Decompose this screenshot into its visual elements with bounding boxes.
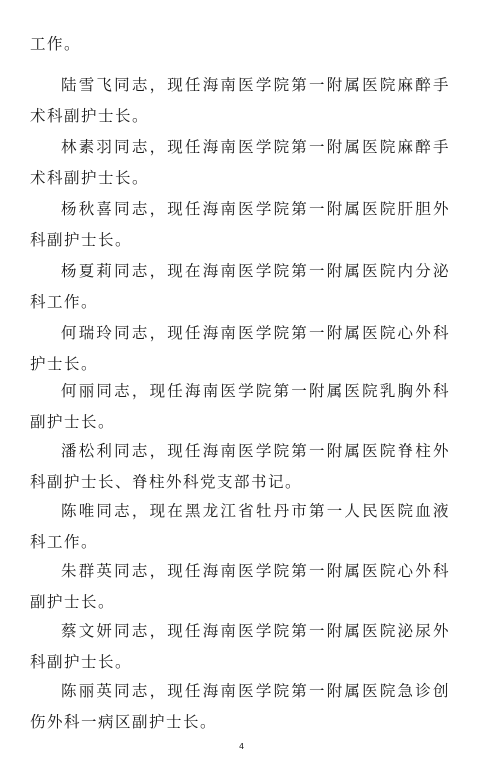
paragraph-8: 陈唯同志，现在黑龙江省牡丹市第一人民医院血液科工作。 [30,502,450,551]
paragraph-3: 杨秋喜同志，现任海南医学院第一附属医院肝胆外科副护士长。 [30,200,450,249]
paragraph-1: 陆雪飞同志，现任海南医学院第一附属医院麻醉手术科副护士长。 [30,76,450,125]
paragraph-7: 潘松利同志，现任海南医学院第一附属医院脊柱外科副护士长、脊柱外科党支部书记。 [30,442,450,491]
paragraph-9: 朱群英同志，现任海南医学院第一附属医院心外科副护士长。 [30,562,450,611]
paragraph-4: 杨夏莉同志，现在海南医学院第一附属医院内分泌科工作。 [30,262,450,311]
paragraph-11: 陈丽英同志，现任海南医学院第一附属医院急诊创伤外科一病区副护士长。 [30,682,450,731]
paragraph-5: 何瑞玲同志，现任海南医学院第一附属医院心外科护士长。 [30,324,450,373]
page-number: 4 [238,742,245,751]
paragraph-10: 蔡文妍同志，现任海南医学院第一附属医院泌尿外科副护士长。 [30,622,450,671]
continuation-text: 工作。 [30,35,82,53]
paragraph-6: 何丽同志，现任海南医学院第一附属医院乳胸外科副护士长。 [30,382,450,431]
paragraph-2: 林素羽同志，现任海南医学院第一附属医院麻醉手术科副护士长。 [30,138,450,187]
